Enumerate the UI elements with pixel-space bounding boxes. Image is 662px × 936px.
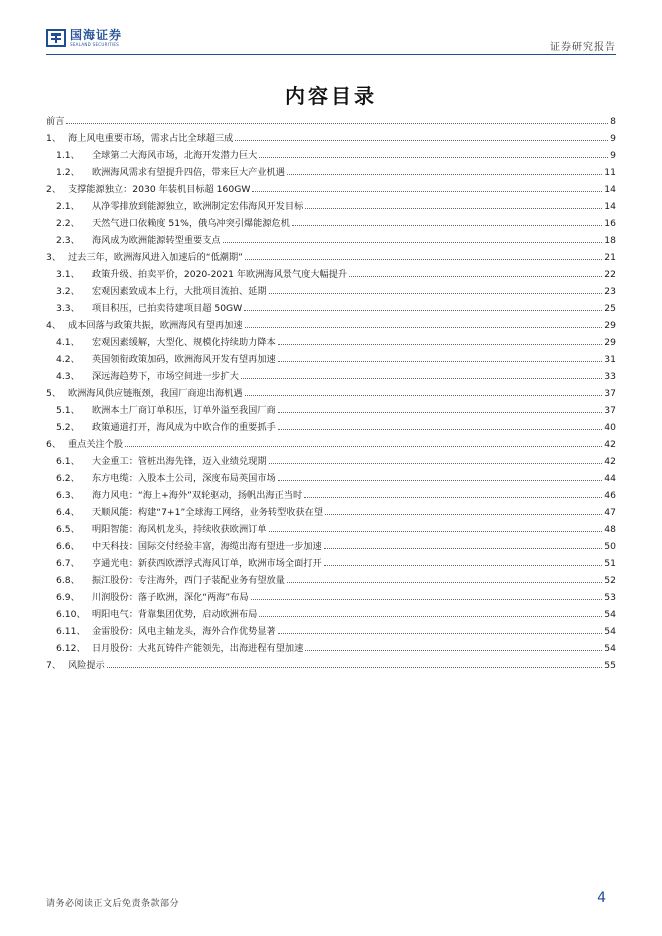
toc-entry-number: 1、 (46, 133, 62, 144)
toc-entry-title: 亨通光电：新获西欧漂浮式海风订单，欧洲市场全面打开 (92, 558, 322, 569)
toc-entry-number: 2、 (46, 184, 62, 195)
toc-entry-number: 4.1、 (56, 337, 80, 348)
toc-entry-page: 44 (604, 473, 616, 484)
toc-entry-number: 6.11、 (56, 626, 86, 637)
toc-dot-leader (278, 344, 603, 345)
toc-entry-page: 37 (604, 388, 616, 399)
footer-disclaimer: 请务必阅读正文后免责条款部分 (46, 899, 180, 909)
table-of-contents (46, 110, 616, 671)
toc-entry[interactable] (46, 127, 616, 144)
toc-entry[interactable] (46, 569, 616, 586)
toc-dot-leader (278, 480, 603, 481)
toc-entry-title: 海力风电：“海上+海外”双轮驱动，扬帆出海正当时 (92, 490, 303, 501)
toc-dot-leader (292, 225, 602, 226)
toc-dot-leader (278, 633, 603, 634)
toc-entry[interactable] (46, 110, 616, 127)
toc-entry-page: 21 (604, 252, 616, 263)
toc-entry-page: 53 (604, 592, 616, 603)
toc-entry-title: 成本回落与政策共振，欧洲海风有望再加速 (68, 320, 243, 331)
toc-dot-leader (245, 259, 602, 260)
toc-entry-page: 18 (604, 235, 616, 246)
toc-entry-number: 6.2、 (56, 473, 80, 484)
toc-entry-page: 54 (604, 643, 616, 654)
toc-entry[interactable] (46, 348, 616, 365)
toc-entry-title: 中天科技：国际交付经验丰富，海缆出海有望进一步加速 (92, 541, 322, 552)
toc-entry-number: 6.6、 (56, 541, 80, 552)
toc-entry[interactable] (46, 399, 616, 416)
toc-entry-page: 16 (604, 218, 616, 229)
toc-entry-title: 明阳电气：背靠集团优势，启动欧洲布局 (92, 609, 258, 620)
toc-entry-page: 9 (610, 150, 616, 161)
toc-entry-page: 51 (604, 558, 616, 569)
toc-entry-title: 欧洲海风需求有望提升四倍，带来巨大产业机遇 (92, 167, 285, 178)
page-number: 4 (597, 890, 606, 906)
toc-entry[interactable] (46, 501, 616, 518)
logo-mark-icon (46, 28, 66, 48)
toc-dot-leader (245, 395, 603, 396)
toc-entry-title: 全球第二大海风市场，北海开发潜力巨大 (92, 150, 258, 161)
toc-entry-page: 54 (604, 626, 616, 637)
toc-entry-number: 6、 (46, 439, 62, 450)
toc-entry[interactable] (46, 433, 616, 450)
toc-entry[interactable] (46, 586, 616, 603)
toc-entry-title: 明阳智能：海风机龙头，持续收获欧洲订单 (92, 524, 267, 535)
toc-entry[interactable] (46, 552, 616, 569)
toc-entry[interactable] (46, 382, 616, 399)
toc-entry-page: 40 (604, 422, 616, 433)
toc-entry[interactable] (46, 144, 616, 161)
toc-entry-number: 6.4、 (56, 507, 80, 518)
toc-dot-leader (269, 463, 603, 464)
toc-dot-leader (305, 208, 602, 209)
toc-entry-number: 3.3、 (56, 303, 80, 314)
toc-dot-leader (252, 191, 602, 192)
toc-entry[interactable] (46, 331, 616, 348)
toc-entry-title: 东方电缆：入股本土公司，深度布局英国市场 (92, 473, 276, 484)
toc-entry-page: 33 (604, 371, 616, 382)
toc-entry[interactable] (46, 654, 616, 671)
toc-entry-title: 大金重工：管桩出海先锋，迈入业绩兑现期 (92, 456, 267, 467)
toc-entry-title: 过去三年，欧洲海风进入加速后的“低潮期” (68, 252, 243, 263)
toc-entry-page: 37 (604, 405, 616, 416)
toc-entry-page: 47 (604, 507, 616, 518)
toc-entry-page: 23 (604, 286, 616, 297)
toc-entry-number: 5.2、 (56, 422, 80, 433)
toc-entry-page: 42 (604, 456, 616, 467)
toc-entry-title: 振江股份：专注海外，西门子装配业务有望放量 (92, 575, 285, 586)
toc-entry-page: 14 (604, 201, 616, 212)
toc-entry-title: 海上风电重要市场，需求占比全球超三成 (68, 133, 234, 144)
toc-entry-page: 29 (604, 337, 616, 348)
toc-entry-page: 14 (604, 184, 616, 195)
toc-entry-title: 宏观因素缓解，大型化、规模化持续助力降本 (92, 337, 276, 348)
toc-entry[interactable] (46, 280, 616, 297)
toc-entry-title: 川润股份：落子欧洲，深化“两海”布局 (92, 592, 249, 603)
page-footer (46, 890, 616, 910)
toc-entry-number: 6.12、 (56, 643, 86, 654)
toc-entry[interactable] (46, 620, 616, 637)
toc-entry[interactable] (46, 603, 616, 620)
toc-entry[interactable] (46, 518, 616, 535)
toc-entry[interactable] (46, 467, 616, 484)
toc-entry[interactable] (46, 212, 616, 229)
toc-entry-page: 42 (604, 439, 616, 450)
toc-entry[interactable] (46, 263, 616, 280)
toc-entry[interactable] (46, 178, 616, 195)
toc-entry-page: 55 (604, 660, 616, 671)
toc-entry-number: 6.3、 (56, 490, 80, 501)
toc-entry-number: 1.1、 (56, 150, 80, 161)
toc-dot-leader (287, 582, 602, 583)
toc-entry-title: 深远海趋势下，市场空间进一步扩大 (92, 371, 239, 382)
toc-dot-leader (305, 650, 602, 651)
toc-entry-title: 英国领衔政策加码，欧洲海风开发有望再加速 (92, 354, 276, 365)
toc-dot-leader (259, 616, 602, 617)
logo-name-en: SEALAND SECURITIES (70, 42, 120, 47)
toc-entry-number: 2.2、 (56, 218, 80, 229)
toc-entry-title: 欧洲本土厂商订单积压，订单外溢至我国厂商 (92, 405, 276, 416)
toc-entry-number: 4.3、 (56, 371, 80, 382)
toc-dot-leader (66, 123, 608, 124)
toc-entry[interactable] (46, 161, 616, 178)
toc-dot-leader (278, 429, 603, 430)
toc-entry-title: 天然气进口依赖度 51%，俄乌冲突引爆能源危机 (92, 218, 290, 229)
toc-entry[interactable] (46, 229, 616, 246)
toc-entry-number: 7、 (46, 660, 62, 671)
toc-dot-leader (241, 378, 602, 379)
toc-entry-page: 52 (604, 575, 616, 586)
toc-entry-page: 11 (604, 167, 616, 178)
toc-entry-number: 5.1、 (56, 405, 80, 416)
page-title: 内容目录 (285, 84, 377, 108)
toc-entry-title: 政策通道打开，海风成为中欧合作的重要抓手 (92, 422, 276, 433)
toc-dot-leader (304, 497, 602, 498)
toc-entry-number: 1.2、 (56, 167, 80, 178)
toc-entry-page: 54 (604, 609, 616, 620)
toc-entry-title: 海风成为欧洲能源转型重要支点 (92, 235, 221, 246)
toc-dot-leader (324, 548, 603, 549)
toc-entry-title: 项目积压，已拍卖待建项目超 50GW (92, 303, 243, 314)
toc-dot-leader (324, 565, 603, 566)
toc-entry[interactable] (46, 416, 616, 433)
company-logo (46, 28, 122, 48)
toc-entry[interactable] (46, 535, 616, 552)
toc-entry-number: 6.5、 (56, 524, 80, 535)
toc-entry-title: 欧洲海风供应链瓶颈，我国厂商迎出海机遇 (68, 388, 243, 399)
toc-entry-number: 6.1、 (56, 456, 80, 467)
toc-entry[interactable] (46, 637, 616, 654)
toc-entry-number: 3.2、 (56, 286, 80, 297)
toc-entry-number: 6.8、 (56, 575, 80, 586)
toc-entry[interactable] (46, 246, 616, 263)
toc-entry-page: 9 (610, 133, 616, 144)
toc-entry-page: 48 (604, 524, 616, 535)
toc-dot-leader (244, 310, 602, 311)
toc-entry-page: 22 (604, 269, 616, 280)
toc-dot-leader (125, 446, 602, 447)
toc-entry[interactable] (46, 297, 616, 314)
toc-dot-leader (269, 531, 603, 532)
toc-dot-leader (278, 361, 603, 362)
toc-entry-title: 从净零排放到能源独立，欧洲制定宏伟海风开发目标 (92, 201, 304, 212)
toc-dot-leader (235, 140, 608, 141)
toc-entry-page: 31 (604, 354, 616, 365)
toc-entry[interactable] (46, 484, 616, 501)
toc-entry-page: 25 (604, 303, 616, 314)
header-divider (46, 54, 616, 55)
toc-entry-title: 支撑能源独立：2030 年装机目标超 160GW (68, 184, 251, 195)
toc-entry-title: 风险提示 (68, 660, 105, 671)
toc-dot-leader (107, 667, 603, 668)
toc-entry-number: 4.2、 (56, 354, 80, 365)
toc-dot-leader (287, 174, 602, 175)
toc-dot-leader (269, 293, 603, 294)
toc-entry-number: 4、 (46, 320, 62, 331)
toc-entry-page: 29 (604, 320, 616, 331)
toc-entry-title: 日月股份：大兆瓦铸件产能领先，出海进程有望加速 (92, 643, 304, 654)
page-header (46, 26, 616, 56)
toc-entry-page: 50 (604, 541, 616, 552)
toc-entry[interactable] (46, 195, 616, 212)
toc-entry-title: 政策升级、拍卖平价，2020-2021 年欧洲海风景气度大幅提升 (92, 269, 348, 280)
toc-entry-number: 3.1、 (56, 269, 80, 280)
toc-dot-leader (278, 412, 603, 413)
report-type-label: 证券研究报告 (550, 42, 616, 53)
toc-entry-page: 8 (610, 116, 616, 127)
toc-entry-title: 重点关注个股 (68, 439, 124, 450)
toc-entry-number: 2.3、 (56, 235, 80, 246)
toc-dot-leader (325, 514, 602, 515)
toc-entry-title: 宏观因素致成本上行，大批项目流拍、延期 (92, 286, 267, 297)
toc-entry-number: 6.10、 (56, 609, 86, 620)
toc-entry-number: 5、 (46, 388, 62, 399)
toc-entry[interactable] (46, 365, 616, 382)
toc-entry-number: 2.1、 (56, 201, 80, 212)
toc-dot-leader (349, 276, 602, 277)
toc-entry-number: 6.7、 (56, 558, 80, 569)
toc-entry-title: 天顺风能：构建“7+1”全球海工网络，业务转型收获在望 (92, 507, 324, 518)
toc-entry-title: 前言 (46, 116, 65, 127)
toc-entry[interactable] (46, 450, 616, 467)
toc-dot-leader (259, 157, 608, 158)
toc-dot-leader (223, 242, 603, 243)
toc-entry-page: 46 (604, 490, 616, 501)
toc-entry-title: 金雷股份：风电主轴龙头，海外合作优势显著 (92, 626, 276, 637)
toc-entry[interactable] (46, 314, 616, 331)
toc-dot-leader (251, 599, 603, 600)
logo-name-cn: 国海证券 (70, 28, 123, 42)
toc-entry-number: 3、 (46, 252, 62, 263)
toc-dot-leader (245, 327, 603, 328)
toc-entry-number: 6.9、 (56, 592, 80, 603)
